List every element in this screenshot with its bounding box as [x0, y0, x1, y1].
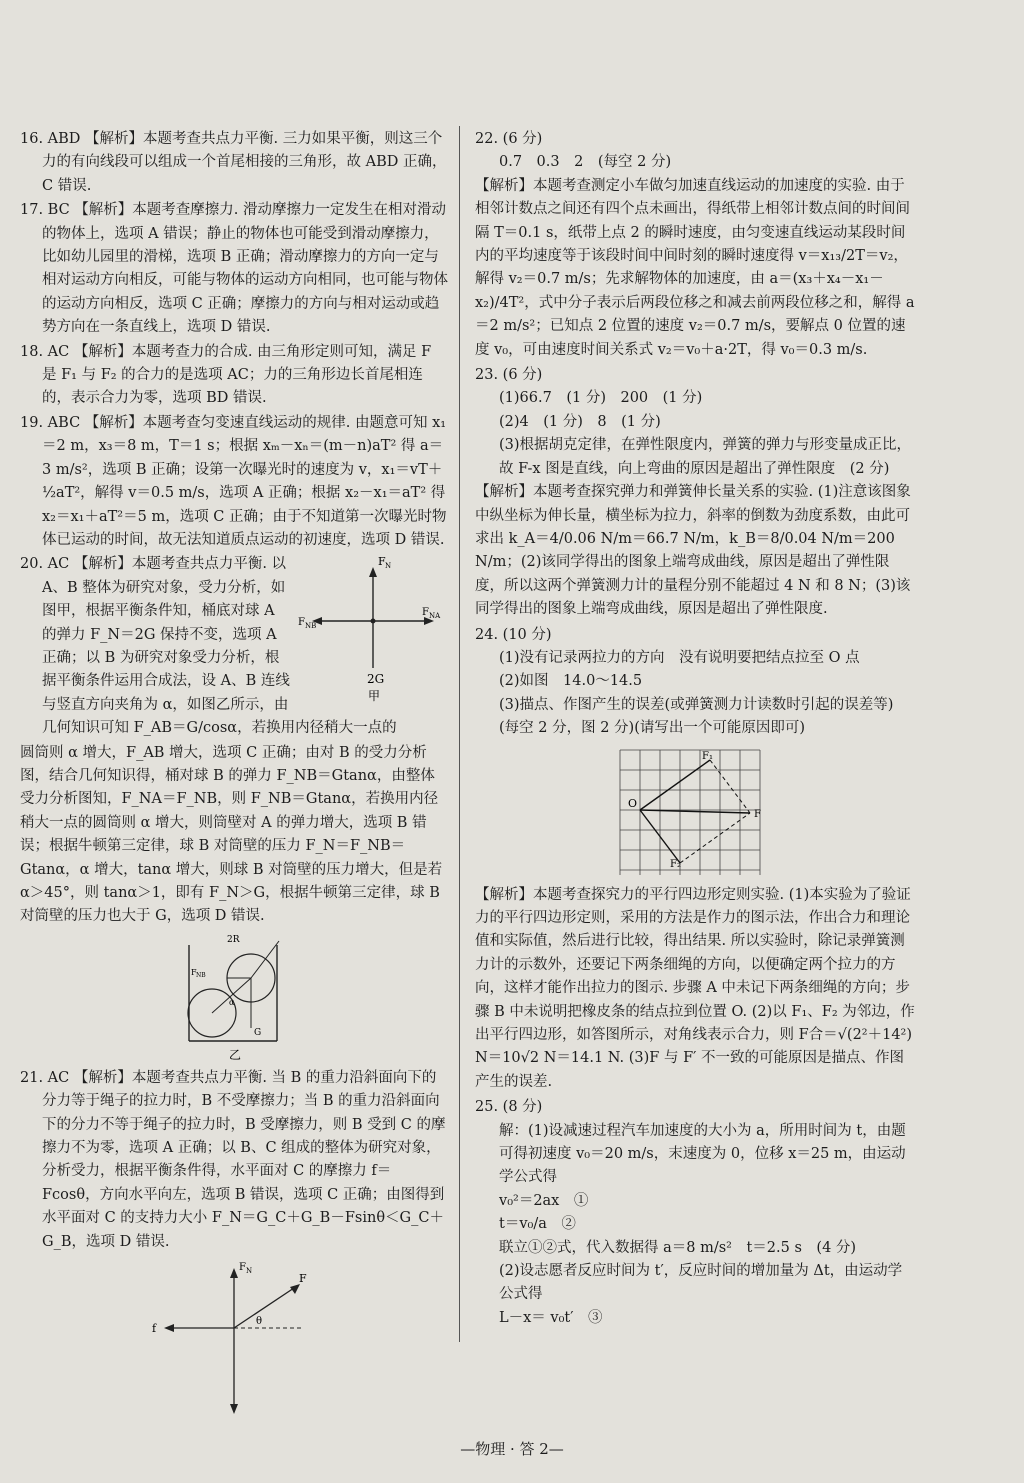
answer-24-part2: (2)如图 14.0～14.5 — [499, 673, 643, 690]
answer-24-head: 24. (10 分) — [475, 626, 552, 643]
answer-22 — [475, 128, 915, 362]
page-footer: —物理 · 答 2— — [460, 1440, 564, 1458]
answer-24-part1: (1)没有记录两拉力的方向 没有说明要把结点拉至 O 点 — [499, 649, 860, 666]
answer-21: 21. AC 【解析】本题考查共点力平衡. 当 B 的重力沿斜面向下的分力等于绳子的拉力时，B 不受摩擦力；当 B 的重力沿斜面向下的分力不等于绳子的拉力时，B 受摩擦力，则 B 受到 C 的摩擦力不为零，选项 A 正确；以 B、C 组成的整体为研究对象，分析受力，根据平衡条件得，水平面对 C 的摩擦力 f＝Fcosθ，方向水平向左，选项 B 错误，选项 C 正确；由图得到水平面对 C 的支持力大小 F_N＝G_C＋G_B－Fsinθ＜G_C＋G_B，选项 D 错误. — [20, 1069, 446, 1250]
svg-text:F: F — [422, 607, 429, 619]
answer-24-explanation: 【解析】本题考查探究力的平行四边形定则实验. (1)本实验为了验证力的平行四边形定则，采用的方法是作力的图示法，作出合力和理论值和实际值，然后进行比较，得出结果. 所以实验时，除记录弹簧测力计的示数外，还要记下两条细绳的方向，以便确定两个拉力的方向，这样才能作出拉力的图示. 步骤 A 中未记下两条细绳的方向；步骤 B 中未说明把橡皮条的结点拉到位置 O. (2)以 F₁、F₂ 为邻边，作出平行四边形，如答图所示，对角线表示合力，则 F合＝√(2²＋14²) N＝10√2 N＝14.1 N. (3)F 与 F′ 不一致的可能原因是描点、作图产生的误差. — [475, 886, 915, 1090]
answer-20 — [20, 553, 448, 1063]
force-diagram-jia — [298, 553, 448, 703]
column-divider — [459, 126, 460, 1342]
answer-22-values: 0.7 0.3 2 (每空 2 分) — [499, 154, 672, 171]
answer-24 — [475, 624, 915, 1095]
svg-text:2G: 2G — [367, 672, 385, 687]
svg-text:F: F — [191, 967, 197, 977]
svg-text:NA: NA — [429, 612, 441, 621]
answer-18: 18. AC 【解析】本题考查力的合成. 由三角形定则可知，满足 F 是 F₁ 与 F₂ 的合力的是选项 AC；力的三角形边长首尾相连的，表示合力为零，选项 BD 错误. — [20, 343, 432, 407]
svg-text:F: F — [298, 617, 305, 629]
answer-16: 16. ABD 【解析】本题考查共点力平衡. 三力如果平衡，则这三个力的有向线段可以组成一个首尾相接的三角形，故 ABD 正确，C 错误. — [20, 131, 447, 194]
svg-text:f: f — [152, 1322, 157, 1336]
answer-23-part1: (1)66.7 (1 分) 200 (1 分) — [499, 390, 703, 407]
answer-20-part2: 圆筒则 α 增大，F_AB 增大，选项 C 正确；由对 B 的受力分析图，结合几何知识得，桶对球 B 的弹力 F_NB＝Gtanα，由整体受力分析图知，F_NA＝F_NB，则 F_NB＝Gtanα，若换用内径稍大一点的圆筒则 α 增大，则筒壁对 A 的弹力增大，选项 B 错误；根据牛顿第三定律，球 B 对筒壁的压力 F_N＝F_NB＝Gtanα，α 增大，tanα 增大，则球 B 对筒壁的压力增大，但是若 α＞45°，则 tanα＞1，即有 F_N＞G，根据牛顿第三定律，球 B 对筒壁的压力也大于 G，选项 D 错误. — [20, 744, 443, 925]
answer-23-head: 23. (6 分) — [475, 367, 543, 384]
answer-22-head: 22. (6 分) — [475, 131, 543, 147]
answer-19: 19. ABC 【解析】本题考查匀变速直线运动的规律. 由题意可知 x₁＝2 m，x₃＝8 m，T＝1 s；根据 xₘ－xₙ＝(m－n)aT² 得 a＝3 m/s²，选项 B 正确；设第一次曝光时的速度为 v，x₁＝vT＋½aT²，解得 v＝0.5 m/s，选项 A 正确；根据 x₂－x₁＝aT² 得 x₂＝x₁＋aT²＝5 m，选项 C 正确；由于不知道第一次曝光时物体已运动的时间，故无法知道质点运动的初速度，选项 D 错误. — [20, 414, 447, 548]
svg-text:F: F — [754, 808, 761, 820]
svg-text:F: F — [378, 555, 386, 569]
answer-25-step1: 解：(1)设减速过程汽车加速度的大小为 a，所用时间为 t，由题可得初速度 v₀＝20 m/s，末速度为 0，位移 x＝25 m，由运动学公式得 — [499, 1122, 906, 1186]
force-diagram-21 — [144, 1258, 324, 1418]
svg-text:F₁: F₁ — [702, 750, 713, 762]
answer-25 — [475, 1096, 915, 1330]
svg-text:F: F — [299, 1272, 307, 1286]
figure-caption-yi: 乙 — [229, 1047, 242, 1062]
answer-22-explanation: 【解析】本题考查测定小车做匀加速直线运动的加速度的实验. 由于相邻计数点之间还有四个点未画出，得纸带上相邻计数点间的时间间隔 T＝0.1 s，纸带上点 2 的瞬时速度，由匀变速直线运动某段时间内的平均速度等于该段时间中间时刻的瞬时速度得 v＝x₁₃/2T＝v₂，解得 v₂＝0.7 m/s；先求解物体的加速度，由 a＝(x₃＋x₄－x₁－x₂)/4T²，式中分子表示后两段位移之和减去前两段位移之和，解得 a＝2 m/s²；已知点 2 位置的速度 v₂＝0.7 m/s，要解点 0 位置的速度 v₀，可由速度时间关系式 v₂＝v₀＋a·2T，得 v₀＝0.3 m/s. — [475, 177, 915, 358]
svg-text:θ: θ — [256, 1316, 263, 1328]
svg-text:F: F — [239, 1262, 246, 1274]
answer-25-eq2: t＝v₀/a ② — [499, 1216, 576, 1233]
parallelogram-grid-diagram — [610, 745, 780, 880]
answer-25-head: 25. (8 分) — [475, 1099, 543, 1116]
svg-text:N: N — [385, 562, 392, 571]
answer-25-eq3: L－x＝ v₀t′ ③ — [499, 1309, 603, 1326]
svg-text:2R: 2R — [227, 934, 240, 945]
svg-text:F₂: F₂ — [670, 858, 681, 870]
answer-23-explanation: 【解析】本题考查探究弹力和弹簧伸长量关系的实验. (1)注意该图象中纵坐标为伸长量，横坐标为拉力，斜率的倒数为劲度系数，由此可求出 k_A＝4/0.06 N/m＝66.7 N/m，k_B＝8/0.04 N/m＝200 N/m；(2)该同学得出的图象上端弯成曲线，原因是超出了弹性限度，所以这两个弹簧测力计的量程分别不能超过 4 N 和 8 N；(3)该同学得出的图象上端弯成曲线，原因是超出了弹性限度. — [475, 484, 911, 618]
right-column — [475, 128, 915, 1332]
svg-text:O: O — [628, 796, 638, 810]
svg-text:NB: NB — [196, 971, 206, 979]
answer-25-step2: 联立①②式，代入数据得 a＝8 m/s² t＝2.5 s (4 分) — [499, 1239, 857, 1256]
answer-24-part3: (3)描点、作图产生的误差(或弹簧测力计读数时引起的误差等) (每空 2 分，图 2 分)(请写出一个可能原因即可) — [499, 696, 908, 737]
answer-23 — [475, 364, 915, 621]
answer-20-part1: 20. AC 【解析】本题考查共点力平衡. 以 A、B 整体为研究对象，受力分析，如图甲，根据平衡条件知，桶底对球 A 的弹力 F_N＝2G 保持不变，选项 A 正确；以 B 为研究对象受力分析，根据平衡条件运用合成法，设 A、B 连线与竖直方向夹角为 α，如图乙所示，由几何知识可知 F_AB＝G/cosα，若换用内径稍大一点的 — [20, 556, 397, 737]
figure-caption-jia: 甲 — [368, 689, 381, 704]
left-column — [20, 128, 448, 1422]
cylinder-diagram-yi — [179, 933, 289, 1063]
answer-23-part3: (3)根据胡克定律，在弹性限度内，弹簧的弹力与形变量成正比，故 F-x 图是直线，向上弯曲的原因是超出了弹性限度 (2 分) — [499, 437, 912, 477]
answer-25-step3: (2)设志愿者反应时间为 t′，反应时间的增加量为 Δt，由运动学公式得 — [499, 1263, 903, 1303]
svg-text:G: G — [254, 1027, 262, 1038]
answer-25-eq1: v₀²＝2ax ① — [499, 1192, 589, 1209]
answer-23-part2: (2)4 (1 分) 8 (1 分) — [499, 413, 661, 430]
answer-17: 17. BC 【解析】本题考查摩擦力. 滑动摩擦力一定发生在相对滑动的物体上，选项 A 错误；静止的物体也可能受到滑动摩擦力，比如幼儿园里的滑梯，选项 B 正确；滑动摩擦力的方向一定与相对运动方向相反，可能与物体的运动方向相同，也可能与物体的运动方向相反，选项 C 正确；摩擦力的方向与相对运动或趋势方向在一条直线上，选项 D 错误. — [20, 202, 448, 336]
svg-text:N: N — [246, 1267, 253, 1276]
svg-text:α: α — [229, 997, 235, 1007]
svg-text:NB: NB — [305, 622, 317, 631]
